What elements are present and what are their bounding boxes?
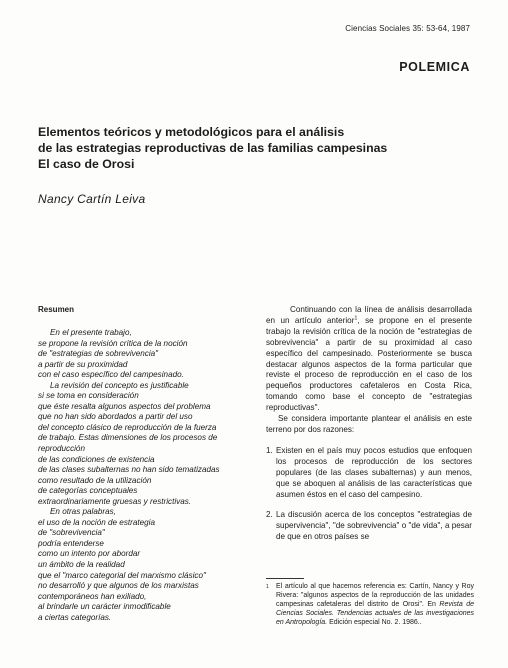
body-column <box>266 305 472 543</box>
abstract-line: contemporáneos han exiliado, <box>38 591 147 601</box>
footnote-mark: 1 <box>266 584 269 590</box>
abstract-line: La revisión del concepto es justificable <box>50 380 189 390</box>
abstract-line: reproducción <box>38 444 85 454</box>
section-label: POLEMICA <box>399 60 470 74</box>
abstract-line: al brindarle un carácter inmodificable <box>38 602 171 612</box>
abstract-line: de "sobrevivencia" <box>38 528 105 538</box>
list-item <box>266 510 472 543</box>
abstract-line: del concepto clásico de reproducción de la fuerza <box>38 422 217 432</box>
abstract-line: En otras palabras, <box>50 507 116 517</box>
list-item-number: 1. <box>266 445 273 455</box>
abstract-line: se propone la revisión crítica de la noción <box>38 338 188 348</box>
abstract-line: si se toma en consideración <box>38 391 139 401</box>
abstract-line: de las clases subalternas no han sido tematizadas <box>38 465 220 475</box>
author-name: Nancy Cartín Leiva <box>38 192 146 206</box>
abstract-line: como resultado de la utilización <box>38 475 152 485</box>
title-line: de las estrategias reproductivas de las familias campesinas <box>38 141 388 156</box>
abstract-line: de las condiciones de existencia <box>38 454 155 464</box>
abstract-line: que no han sido abordados a partir del uso <box>38 412 193 422</box>
journal-citation: Ciencias Sociales 35: 53-64, 1987 <box>345 24 470 33</box>
footnote-text: El artículo al que hacemos referencia es: Cartín, Nancy y Roy Rivera: "algunos aspectos de la reproducción de las unidades campesinas cafetaleras del distrito de Orosi". En <box>276 583 474 608</box>
abstract-line: extraordinariamente gruesas y restrictivas. <box>38 496 192 506</box>
abstract-line: podría entenderse <box>38 538 104 548</box>
footnote-divider <box>266 578 304 579</box>
abstract-line: no desarrolló y que algunos de los marxistas <box>38 581 199 591</box>
title-line: Elementos teóricos y metodológicos para el análisis <box>38 125 345 139</box>
footnote-ref[interactable]: 1 <box>354 315 358 322</box>
abstract-heading: Resumen <box>38 305 75 314</box>
list-item <box>266 446 472 501</box>
abstract-line: de trabajo. Estas dimensiones de los procesos de <box>38 433 218 443</box>
body-paragraph-1 <box>266 305 472 414</box>
list-item-text: La discusión acerca de los conceptos "estrategias de supervivencia", "de sobrevivencia" o "de vida", a pesar de que en otros países se <box>276 510 472 542</box>
reasons-list <box>266 446 472 543</box>
abstract-line: En el presente trabajo, <box>50 328 132 337</box>
list-item-text: Existen en el país muy pocos estudios que enfoquen los procesos de reproducción de los sectores populares (de las clases subalternas) y aun menos, que se aboquen al análisis de las características que asumen éstos en el caso del campesino. <box>276 445 472 499</box>
title-line: El caso de Orosi <box>38 157 135 172</box>
abstract-line: de "estrategias de sobrevivencia" <box>38 349 159 359</box>
abstract-line: que éste resalta algunos aspectos del problema <box>38 401 211 411</box>
abstract-line: a ciertas categorías. <box>38 612 112 622</box>
abstract-line: el uso de la noción de estrategia <box>38 517 155 527</box>
abstract-line: un ámbito de la realidad <box>38 560 125 570</box>
footnote-journal: Revista de Ciencias Sociales. Tendencias actuales de las investigaciones en Antropología. <box>276 600 474 626</box>
list-item-number: 2. <box>266 510 273 520</box>
abstract-line: de categorías conceptuales <box>38 486 138 496</box>
body-paragraph-1-part-b: , se propone en el presente trabajo la revisión crítica de la noción de "estrategias de sobrevivencia" a partir de su proximidad al caso específico del campesinado. Posteriormente se busca destacar algunos aspectos de la forma particular que reviste el proceso de reproducción en el caso de los pequeños productores cafetaleros en Costa Rica, tomando como base el concepto de "estrategias reproductivas". <box>266 315 472 413</box>
footnote-text-end: Edición especial No. 2. 1986.. <box>327 618 422 626</box>
abstract-line: con el caso específico del campesinado. <box>38 370 184 380</box>
footnote <box>266 583 474 628</box>
abstract-line: como un intento por abordar <box>38 549 141 559</box>
abstract-text <box>38 328 253 623</box>
body-paragraph-2: Se considera importante plantear el análisis en este terreno por dos razones: <box>266 414 472 434</box>
article-title <box>38 124 468 173</box>
abstract-line: que el "marco categorial del marxismo clásico" <box>38 570 206 580</box>
body-paragraph-1-part-a: Continuando con la línea de análisis desarrollada en un artículo anterior <box>266 305 472 325</box>
abstract-line: a partir de su proximidad <box>38 359 128 369</box>
